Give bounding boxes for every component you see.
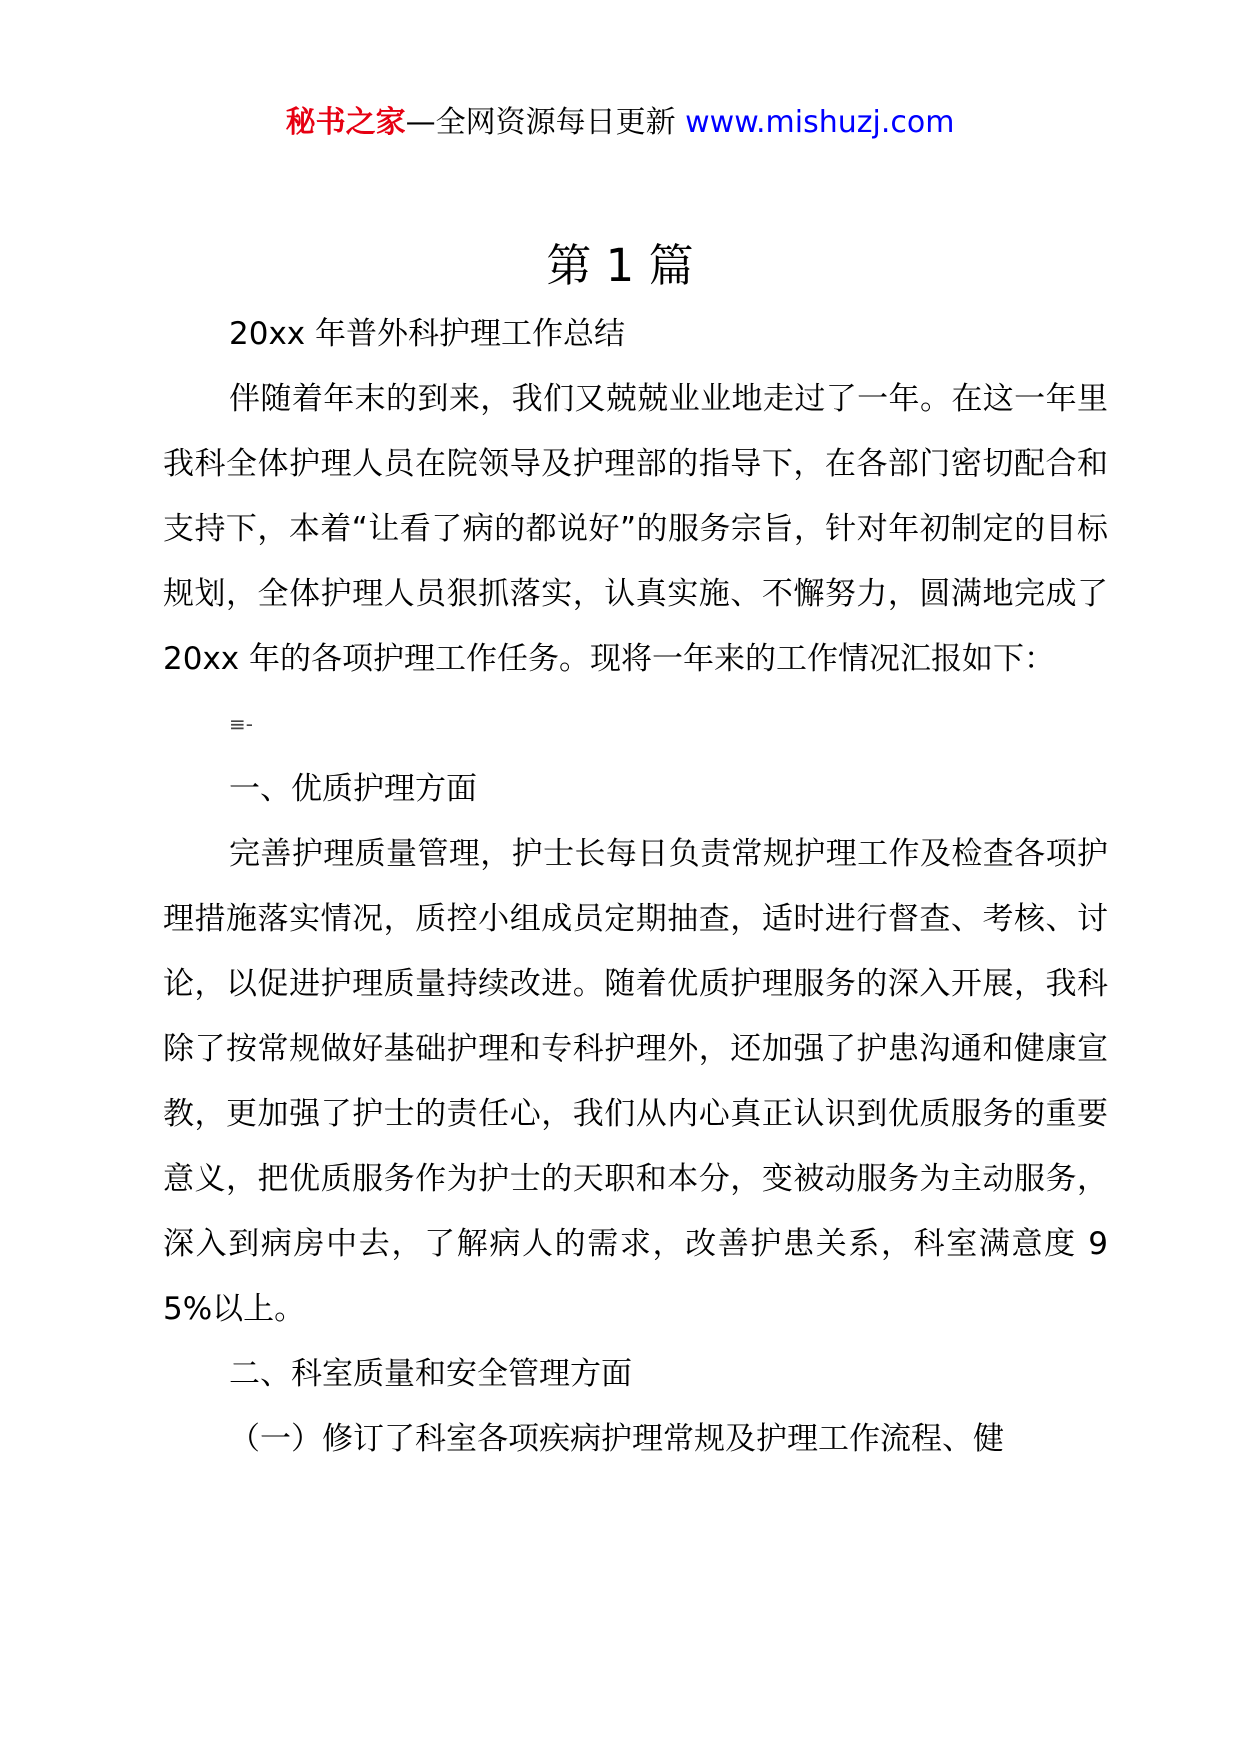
site-url-link[interactable]: www.mishuzj.com bbox=[685, 105, 955, 140]
site-header bbox=[0, 100, 1240, 146]
document-subtitle: 20xx 年普外科护理工作总结 bbox=[229, 316, 625, 352]
section-paragraph-1: 完善护理质量管理，护士长每日负责常规护理工作及检查各项护理措施落实情况，质控小组成员定期抽查，适时进行督查、考核、讨论，以促进护理质量持续改进。随着优质护理服务的深入开展，我科除了按常规做好基础护理和专科护理外，还加强了护患沟通和健康宣教，更加强了护士的责任心，我们从内心真正认识到优质服务的重要意义，把优质服务作为护士的天职和本分，变被动服务为主动服务，深入到病房中去，了解病人的需求，改善护患关系，科室满意度 95%以上。 bbox=[163, 836, 1108, 1327]
section-item-1: （一）修订了科室各项疾病护理常规及护理工作流程、健 bbox=[229, 1421, 1004, 1457]
intro-paragraph: 伴随着年末的到来，我们又兢兢业业地走过了一年。在这一年里我科全体护理人员在院领导及护理部的指导下，在各部门密切配合和支持下，本着“让看了病的都说好”的服务宗旨，针对年初制定的目标规划，全体护理人员狠抓落实，认真实施、不懈努力，圆满地完成了 20xx 年的各项护理工作任务。现将一年来的工作情况汇报如下： bbox=[163, 381, 1108, 677]
document-body bbox=[163, 302, 1108, 1472]
section-heading-1: 一、优质护理方面 bbox=[229, 771, 477, 807]
brand-name: 秘书之家 bbox=[285, 105, 406, 140]
section-heading-2: 二、科室质量和安全管理方面 bbox=[229, 1356, 632, 1392]
paragraph-marker-icon: ≡- bbox=[229, 712, 253, 736]
header-slogan: —全网资源每日更新 bbox=[405, 105, 686, 140]
page-title: 第 1 篇 bbox=[546, 239, 694, 292]
